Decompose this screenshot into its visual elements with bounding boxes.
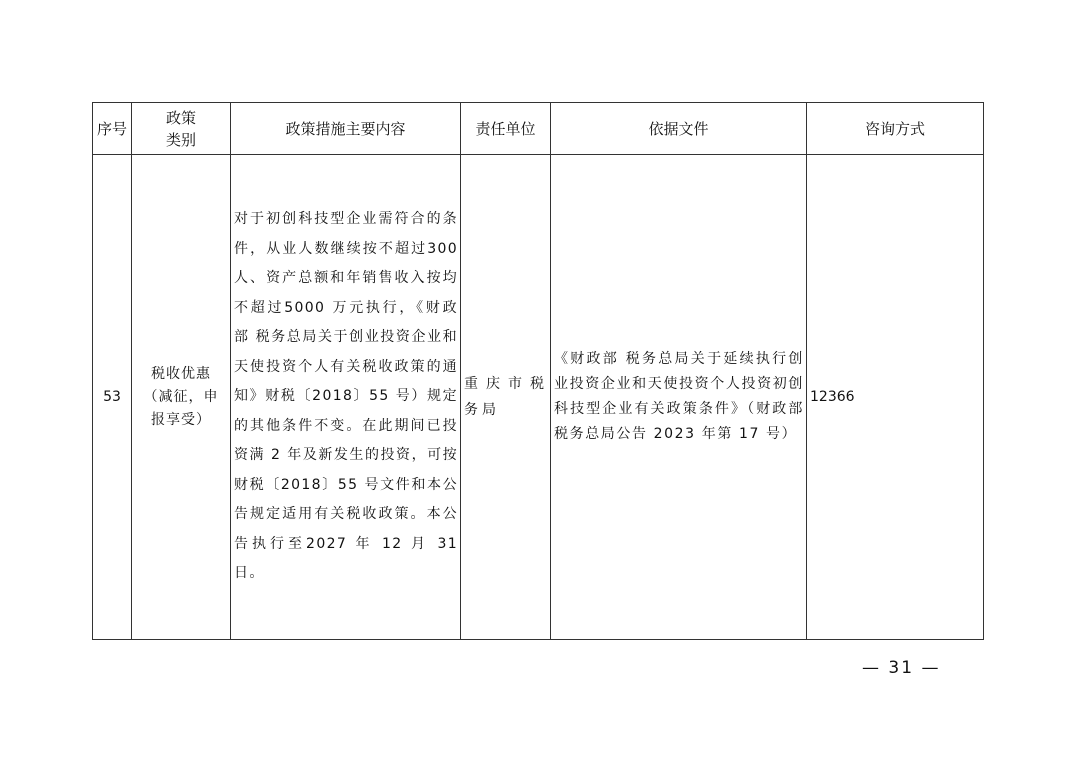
cell-responsible-unit: 重庆市税务局	[461, 155, 551, 640]
header-content: 政策措施主要内容	[231, 103, 461, 155]
header-seq: 序号	[93, 103, 132, 155]
page-number: — 31 —	[862, 658, 941, 678]
header-policy-type-line1: 政策	[165, 108, 196, 127]
cell-content: 对于初创科技型企业需符合的条件，从业人数继续按不超过300 人、资产总额和年销售收入按均不超过5000 万元执行，《财政部 税务总局关于创业投资企业和天使投资个人有关税收政策的通知》财税〔2018〕55 号）规定的其他条件不变。在此期间已投资满 2 年及新发生的投资，可按财税〔2018〕55 号文件和本公告规定适用有关税收政策。本公告执行至2027 年 12 月 31 日。	[231, 155, 461, 640]
table-header-row	[93, 103, 984, 155]
header-basis-document: 依据文件	[551, 103, 807, 155]
header-policy-type-line2: 类别	[165, 130, 196, 149]
header-responsible-unit: 责任单位	[461, 103, 551, 155]
header-policy-type	[132, 103, 231, 155]
cell-seq: 53	[93, 155, 132, 640]
policy-table	[92, 102, 984, 640]
header-contact: 咨询方式	[807, 103, 984, 155]
cell-basis-document: 《财政部 税务总局关于延续执行创业投资企业和天使投资个人投资初创科技型企业有关政策条件》（财政部 税务总局公告 2023 年第 17 号）	[551, 155, 807, 640]
cell-contact: 12366	[807, 155, 984, 640]
cell-policy-type: 税收优惠（减征，申报享受）	[132, 155, 231, 640]
table-row	[93, 155, 984, 640]
